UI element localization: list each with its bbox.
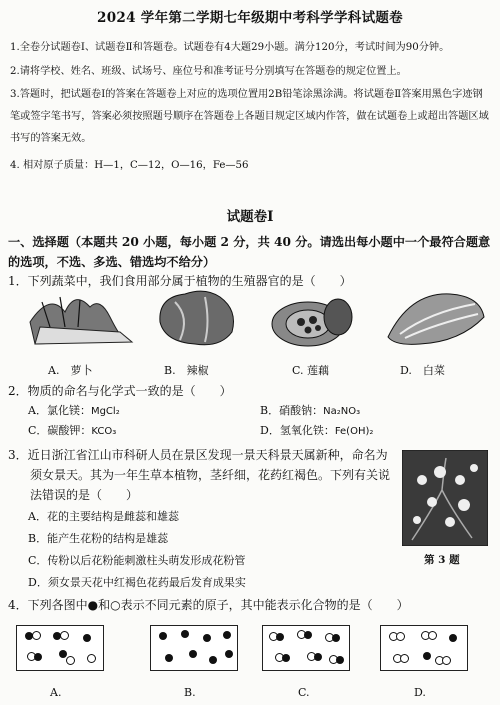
q3-stem-line-3: 法错误的是（ ）: [30, 488, 139, 502]
q4-option-a[interactable]: A.: [50, 686, 62, 699]
note-2: 2.请将学校、姓名、班级、试场号、座位号和准考证号分别填写在答题卷的规定位置上。: [10, 66, 407, 77]
q1-option-d[interactable]: D. 白菜: [400, 364, 445, 377]
q3-option-b[interactable]: B．能产生花粉的结构是雄蕊: [28, 532, 169, 545]
section-title: 试题卷Ⅰ: [226, 209, 274, 225]
q3-figure-caption: 第 3 题: [424, 554, 460, 566]
page-title: 2024 学年第二学期七年级期中考科学学科试题卷: [97, 10, 403, 26]
q4-option-c[interactable]: C.: [298, 686, 310, 699]
q4-diagram-b: [150, 625, 238, 671]
pepper-image: [150, 282, 240, 352]
q2-option-c[interactable]: C．碳酸钾：KCO₃: [28, 424, 117, 437]
note-4: 4. 相对原子质量：H—1，C—12，O—16，Fe—56: [10, 160, 249, 171]
q3-stem-line-2: 须女景天。其为一年生草本植物，茎纤细，花药红褐色。下列有关说: [30, 468, 391, 482]
section-intro: 一、选择题（本题共 20 小题，每小题 2 分，共 40 分。请选出每小题中一个最符合题意的选项，不选、多选、错选均不给分）: [8, 235, 491, 269]
lotus-root-image: [268, 282, 363, 352]
q1-option-a[interactable]: A. 萝卜: [48, 364, 93, 377]
q3-option-d[interactable]: D．须女景天花中红褐色花药最后发育成果实: [28, 576, 246, 589]
q4-diagram-c: [262, 625, 350, 671]
q1-option-c[interactable]: C. 莲藕: [292, 364, 330, 377]
q4-option-b[interactable]: B.: [184, 686, 196, 699]
q4-option-d[interactable]: D.: [414, 686, 426, 699]
q2-stem: 2．物质的命名与化学式一致的是（ ）: [8, 384, 232, 398]
q2-option-a[interactable]: A．氯化镁：MgCl₂: [28, 404, 120, 417]
q3-option-c[interactable]: C．传粉以后花粉能刺激柱头萌发形成花粉管: [28, 554, 246, 567]
radish-image: [20, 282, 140, 352]
q3-stem-line-1: 3．近日浙江省江山市科研人员在景区发现一景天科景天属新种，命名为: [8, 448, 388, 462]
note-3: 3.答题时，把试题卷Ⅰ的答案在答题卷上对应的选项位置用2B铅笔涂黑涂满。将试题卷Ⅱ答案用黑色字迹钢笔或签字笔书写，答案必须按照题号顺序在答题卷上各题目规定区域内作答，做在试题卷上或超出答题区域书写的答案无效。: [10, 89, 489, 144]
q1-option-b[interactable]: B. 辣椒: [164, 364, 209, 377]
q3-option-a[interactable]: A．花的主要结构是雌蕊和雄蕊: [28, 510, 179, 523]
flower-photo: [402, 450, 488, 546]
q4-stem: 4．下列各图中●和○表示不同元素的原子，其中能表示化合物的是（ ）: [8, 598, 409, 612]
q1-stem: 1．下列蔬菜中，我们食用部分属于植物的生殖器官的是（ ）: [8, 274, 352, 288]
note-1: 1.全卷分试题卷Ⅰ、试题卷Ⅱ和答题卷。试题卷有4大题29小题。满分120分，考试时间为90分钟。: [10, 42, 450, 53]
q2-option-d[interactable]: D．氢氧化铁：Fe(OH)₂: [260, 424, 374, 437]
q4-diagram-a: [16, 625, 104, 671]
cabbage-image: [380, 282, 490, 352]
q2-option-b[interactable]: B．硝酸钠：Na₂NO₃: [260, 404, 361, 417]
q4-diagram-d: [380, 625, 468, 671]
